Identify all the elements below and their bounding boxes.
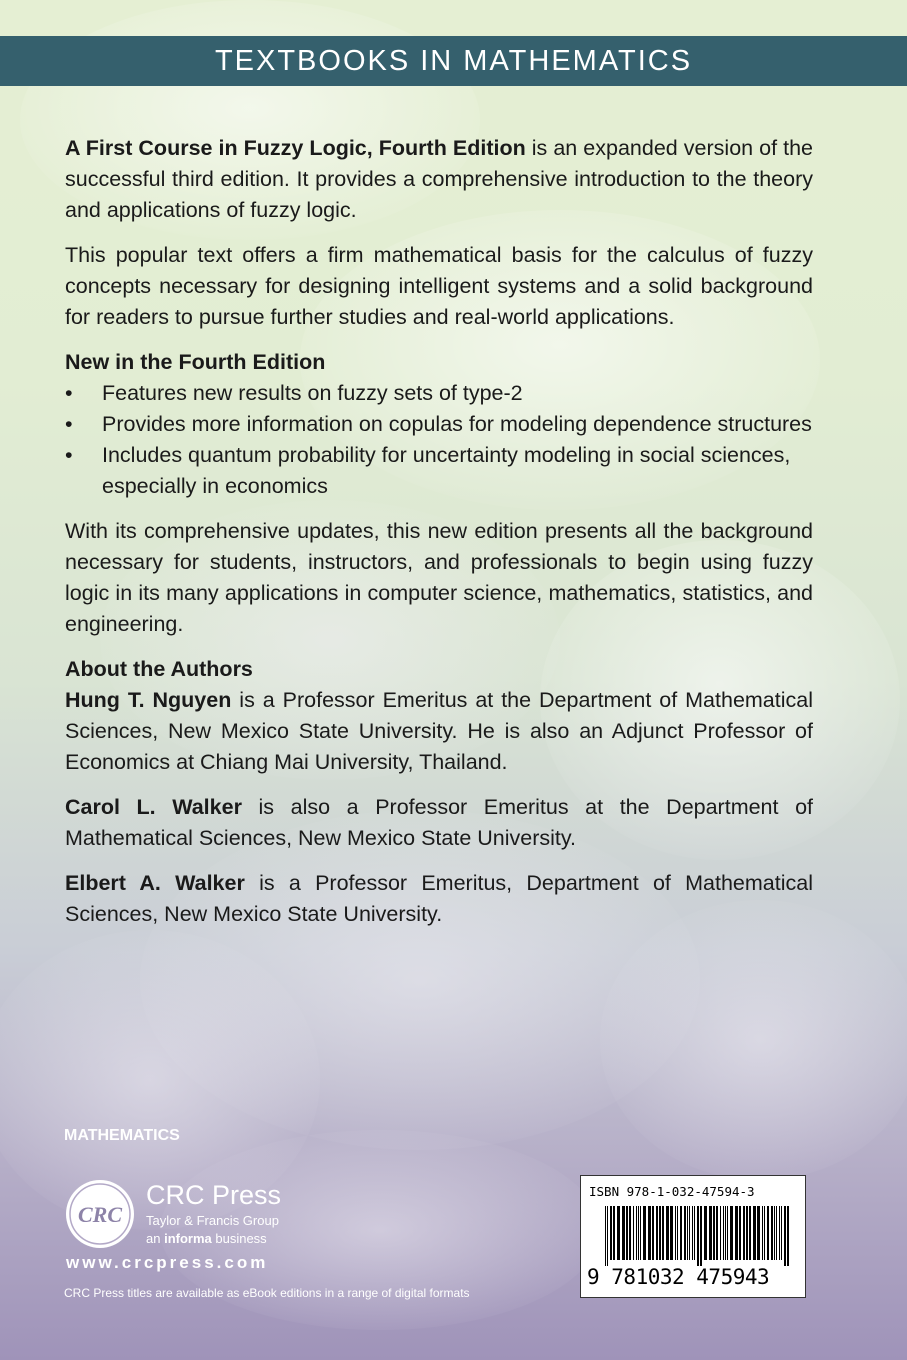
- barcode-bar: [700, 1206, 702, 1266]
- barcode-bar: [725, 1206, 726, 1260]
- bullet-icon: •: [65, 443, 73, 467]
- barcode-bar: [779, 1206, 780, 1260]
- barcode-bar: [629, 1206, 631, 1260]
- author-bio: Carol L. Walker is also a Professor Emeritus at the Department of Mathematical Sciences, New Mexico State University.: [65, 795, 814, 850]
- publisher-group: Taylor & Francis Group: [146, 1213, 279, 1228]
- barcode-bar: [709, 1206, 712, 1260]
- barcode-bar: [720, 1206, 721, 1260]
- back-cover-text: [65, 133, 813, 944]
- author-bio: Hung T. Nguyen is a Professor Emeritus at the Department of Mathematical Sciences, New Mexico State University. He is also an Adjunct Professor of Economics at Chiang Mai University, Thailand.: [65, 688, 813, 774]
- list-item: • Includes quantum probability for uncertainty modeling in social sciences, especially in economics: [65, 440, 813, 502]
- barcode-bar: [713, 1206, 715, 1260]
- series-title: TEXTBOOKS IN MATHEMATICS: [214, 44, 693, 77]
- barcode-bar: [687, 1206, 688, 1260]
- logo-text: CRC: [77, 1202, 123, 1227]
- barcode-bar: [771, 1206, 773, 1260]
- barcode-bar: [636, 1206, 637, 1260]
- barcode-bar: [605, 1206, 606, 1266]
- list-item: • Provides more information on copulas for modeling dependence structures: [65, 409, 813, 440]
- barcode-bar: [743, 1206, 745, 1260]
- publisher-name: CRC Press: [146, 1180, 282, 1210]
- publisher-url[interactable]: www.crcpress.com: [66, 1253, 269, 1272]
- barcode-bar: [607, 1206, 608, 1266]
- author-name: Carol L. Walker: [65, 795, 242, 819]
- barcode-bar: [633, 1206, 634, 1260]
- new-edition-heading: New in the Fourth Edition: [65, 350, 326, 374]
- publisher-business: an informa business: [146, 1231, 267, 1246]
- book-title: A First Course in Fuzzy Logic, Fourth Edition: [65, 136, 526, 160]
- barcode-bar: [610, 1206, 612, 1260]
- barcode-bar: [787, 1206, 789, 1266]
- crc-logo-icon: [64, 1178, 136, 1250]
- barcode-bar: [753, 1206, 756, 1260]
- intro-text: is an expanded version of the successful third edition. It provides a comprehensive introduction to the theory and applications of fuzzy logic.: [65, 136, 814, 222]
- isbn-label: ISBN 978-1-032-47594-3: [589, 1184, 755, 1199]
- barcode-bar: [716, 1206, 718, 1260]
- barcode-bar: [652, 1206, 654, 1260]
- barcode-bar: [656, 1206, 658, 1260]
- list-item: • Features new results on fuzzy sets of type-2: [65, 378, 813, 409]
- barcode-bar: [774, 1206, 775, 1260]
- barcode-bar: [776, 1206, 777, 1260]
- summary-paragraph: With its comprehensive updates, this new edition presents all the background necessary for students, instructors, and professionals to begin using fuzzy logic in its many applications in computer science, mathematics, statistics, and engineering.: [65, 519, 813, 636]
- authors-heading: About the Authors: [65, 657, 253, 681]
- barcode-bar: [746, 1206, 748, 1260]
- barcode-bar: [617, 1206, 620, 1260]
- barcode-bar: [662, 1206, 664, 1260]
- barcode-bar: [680, 1206, 682, 1260]
- barcode-bar: [640, 1206, 641, 1260]
- bullet-icon: •: [65, 381, 73, 405]
- barcode-bar: [730, 1206, 733, 1260]
- barcode-bar: [689, 1206, 690, 1260]
- bullet-icon: •: [65, 412, 73, 436]
- barcode-bar: [757, 1206, 760, 1260]
- barcode-bar: [764, 1206, 765, 1260]
- barcode-bar: [767, 1206, 769, 1260]
- barcode-bar: [697, 1206, 699, 1266]
- barcode-bars: [603, 1206, 793, 1266]
- barcode-bar: [670, 1206, 673, 1260]
- subject-label: MATHEMATICS: [64, 1127, 180, 1144]
- barcode-bar: [648, 1206, 651, 1260]
- barcode-bar: [781, 1206, 782, 1260]
- barcode-bar: [762, 1206, 763, 1260]
- author-name: Elbert A. Walker: [65, 871, 245, 895]
- isbn-barcode: [580, 1175, 806, 1298]
- barcode-digits: 9 781032 475943: [587, 1265, 770, 1289]
- intro-paragraph: [65, 133, 813, 226]
- barcode-bar: [666, 1206, 669, 1260]
- barcode-bar: [704, 1206, 707, 1260]
- ebook-note: CRC Press titles are available as eBook editions in a range of digital formats: [64, 1286, 470, 1300]
- barcode-bar: [749, 1206, 751, 1260]
- barcode-bar: [626, 1206, 628, 1260]
- barcode-bar: [735, 1206, 738, 1260]
- author-bio: Elbert A. Walker is a Professor Emeritus, Department of Mathematical Sciences, New Mexico State University.: [65, 871, 813, 926]
- series-banner: [0, 36, 907, 86]
- barcode-bar: [784, 1206, 786, 1266]
- barcode-bar: [622, 1206, 625, 1260]
- barcode-bar: [659, 1206, 661, 1260]
- barcode-bar: [675, 1206, 676, 1260]
- barcode-bar: [613, 1206, 615, 1260]
- description-paragraph: This popular text offers a firm mathematical basis for the calculus of fuzzy concepts necessary for designing intelligent systems and a solid background for readers to pursue further studies and real-world applications.: [65, 243, 813, 329]
- barcode-bar: [677, 1206, 678, 1260]
- barcode-bar: [727, 1206, 728, 1260]
- barcode-bar: [694, 1206, 695, 1260]
- barcode-bar: [739, 1206, 741, 1260]
- new-edition-list: [65, 378, 813, 502]
- barcode-bar: [692, 1206, 693, 1260]
- barcode-bar: [723, 1206, 724, 1260]
- barcode-bar: [638, 1206, 639, 1260]
- author-name: Hung T. Nguyen: [65, 688, 232, 712]
- barcode-bar: [684, 1206, 686, 1260]
- barcode-bar: [643, 1206, 646, 1260]
